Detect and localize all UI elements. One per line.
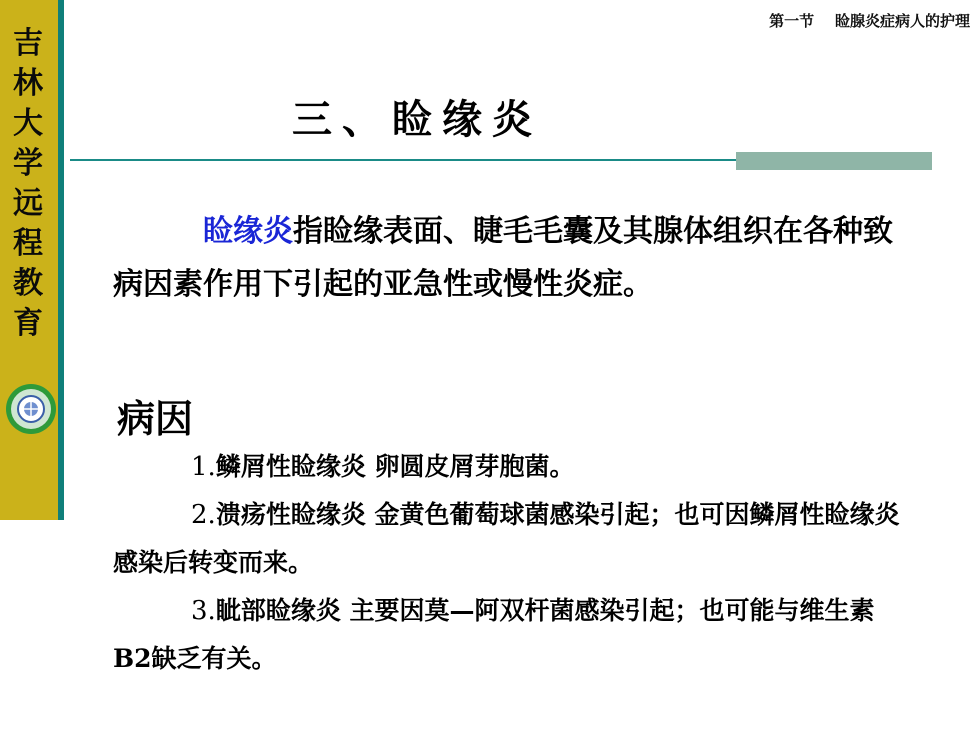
- title-accent-bar: [736, 152, 932, 170]
- list-item: [113, 587, 913, 683]
- key-term: 睑缘炎: [203, 214, 293, 249]
- item-text: 鳞屑性睑缘炎 卵圆皮屑芽胞菌。: [215, 452, 575, 481]
- sidebar-title: 吉林大学远程教育: [13, 26, 43, 341]
- cause-list: [113, 443, 913, 683]
- list-item: [113, 491, 913, 587]
- intro-text: 指睑缘表面、睫毛毛囊及其腺体组织在各种致病因素作用下引起的亚急性或慢性炎症。: [113, 214, 893, 302]
- item-number: 1.: [191, 452, 216, 482]
- slide-title: 三、睑缘炎: [292, 96, 542, 143]
- university-seal-icon: [4, 382, 58, 436]
- item-text: 眦部睑缘炎 主要因莫—阿双杆菌感染引起；也可能与维生素B2缺乏有关。: [113, 596, 875, 673]
- cause-heading: 病因: [117, 396, 194, 441]
- item-number: 3.: [191, 596, 216, 626]
- list-item: [113, 443, 913, 491]
- section-header: 第一节 睑腺炎症病人的护理: [769, 12, 970, 30]
- item-number: 2.: [191, 500, 216, 530]
- item-text: 溃疡性睑缘炎 金黄色葡萄球菌感染引起；也可因鳞屑性睑缘炎感染后转变而来。: [113, 500, 900, 577]
- intro-paragraph: [113, 205, 913, 311]
- sidebar: [0, 0, 64, 520]
